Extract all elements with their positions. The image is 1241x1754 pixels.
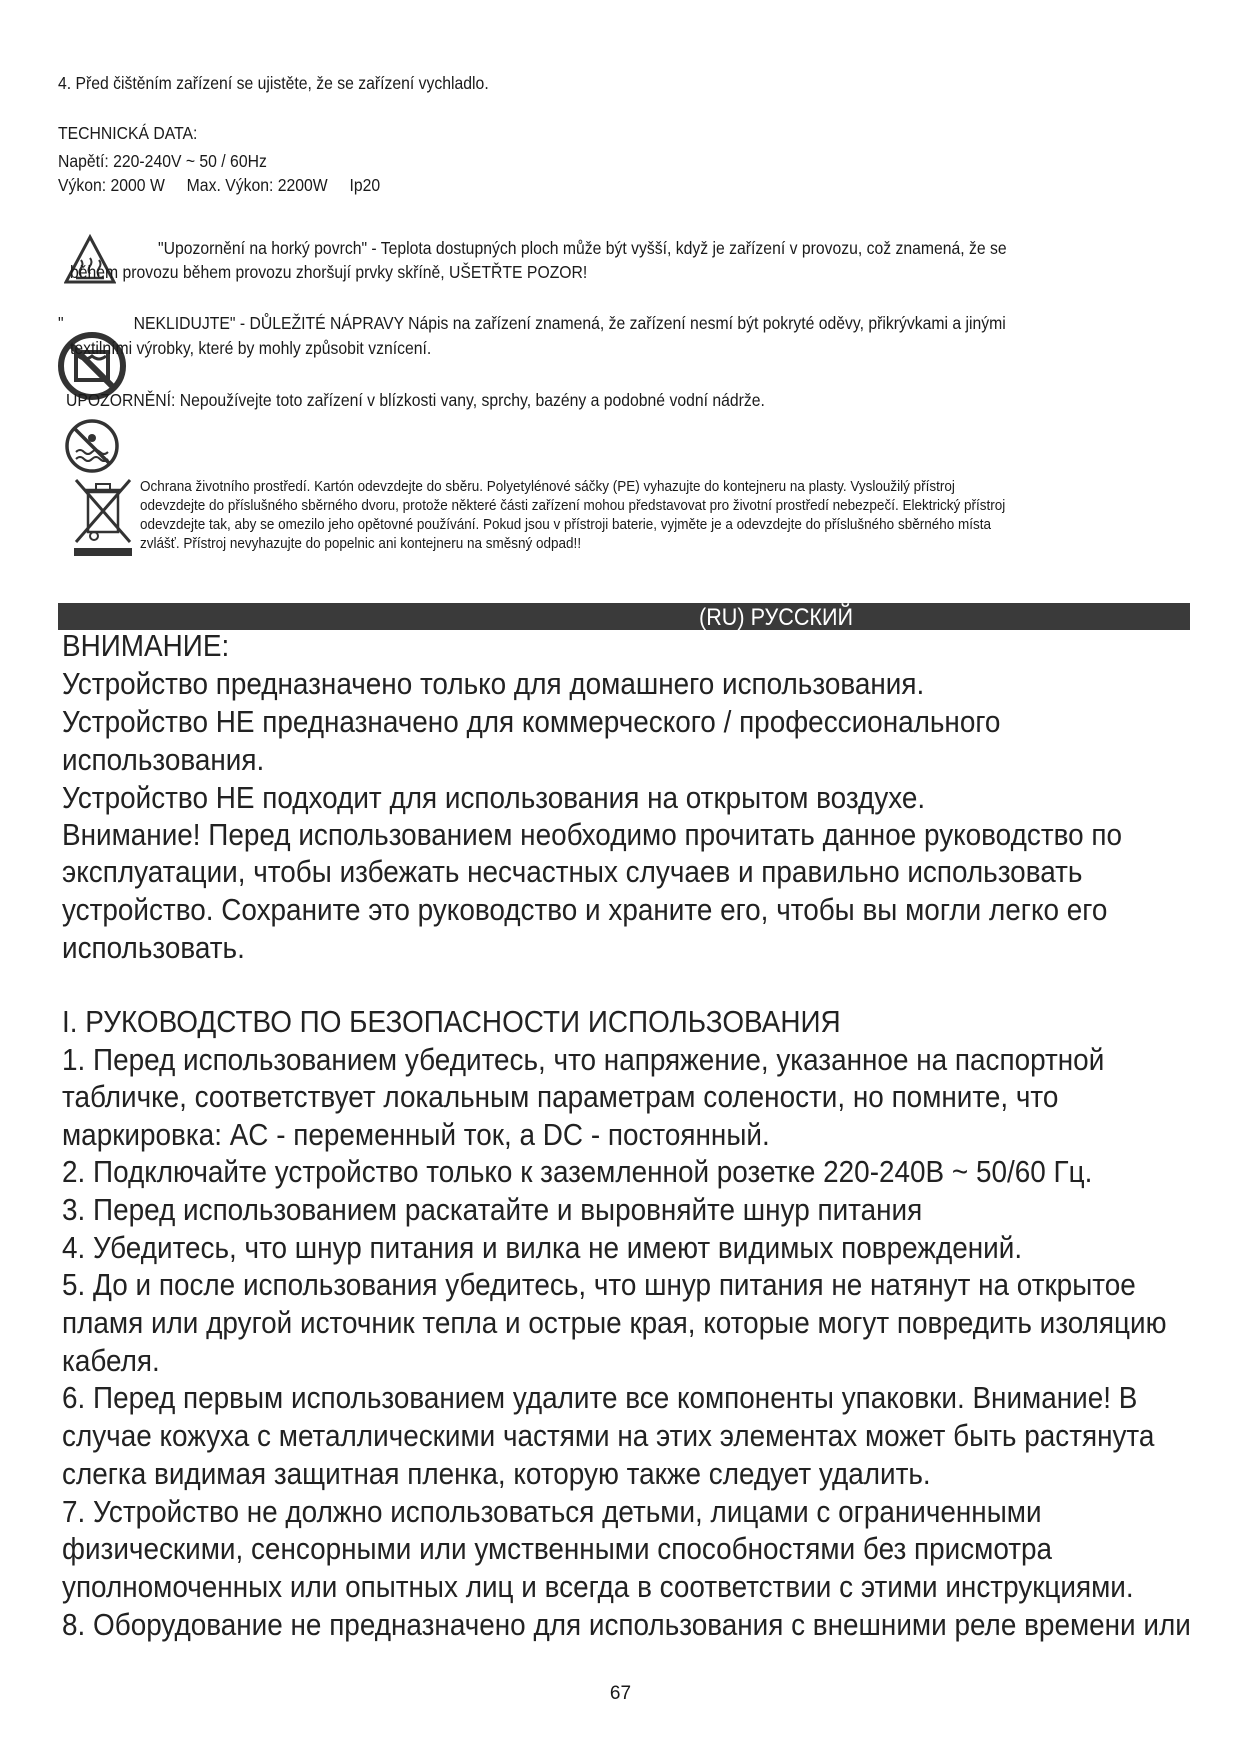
ru-line: 8. Оборудование не предназначено для использования с внешними реле времени или [62, 1607, 1191, 1642]
ru-line: 6. Перед первым использованием удалите все компоненты упаковки. Внимание! В [62, 1380, 1138, 1415]
ru-line: использования. [62, 742, 265, 777]
ru-line: кабеля. [62, 1343, 160, 1378]
ru-line: слегка видимая защитная пленка, которую также следует удалить. [62, 1456, 931, 1491]
tech-data-heading: TECHNICKÁ DATA: [58, 123, 198, 143]
water-warning: UPOZORNĚNÍ: Nepoužívejte toto zařízení v blízkosti vany, sprchy, bazény a podobné vodní nádrže. [66, 390, 765, 410]
no-bath-icon [64, 418, 120, 474]
env-line-1: Ochrana životního prostředí. Kartón odevzdejte do sběru. Polyetylénové sáčky (PE) vyhazujte do kontejneru na plasty. Vysloužilý přístroj [140, 478, 955, 495]
ru-line: 4. Убедитесь, что шнур питания и вилка не имеют видимых повреждений. [62, 1230, 1023, 1265]
weee-bin-icon [72, 476, 134, 558]
ru-line: ВНИМАНИЕ: [62, 628, 230, 663]
tech-power: Výkon: 2000 W Max. Výkon: 2200W Ip20 [58, 175, 381, 195]
ru-line: пламя или другой источник тепла и острые края, которые могут повредить изоляцию [62, 1305, 1167, 1340]
hot-surface-line1: "Upozornění na horký povrch" - Teplota dostupných ploch může být vyšší, když je zařízení v provozu, což znamená, že se [158, 238, 1007, 258]
env-line-2: odevzdejte do příslušného sběrného dvoru, protože některé části zařízení mohou představovat pro životní prostředí nebezpečí. Elektrický přístroj [140, 497, 1006, 514]
hot-surface-line2: během provozu během provozu zhoršují prvky skříně, UŠETŘTE POZOR! [70, 262, 588, 282]
ru-line: маркировка: AC - переменный ток, а DC - постоянный. [62, 1117, 770, 1152]
ru-line: Устройство предназначено только для домашнего использования. [62, 666, 925, 701]
ru-line: эксплуатации, чтобы избежать несчастных случаев и правильно использовать [62, 854, 1083, 889]
env-line-4: zvlášť. Přístroj nevyhazujte do popelnic ani kontejneru na směsný odpad!! [140, 535, 582, 552]
tech-voltage: Napětí: 220-240V ~ 50 / 60Hz [58, 151, 267, 171]
ru-line: 5. До и после использования убедитесь, что шнур питания не натянут на открытое [62, 1267, 1136, 1302]
ru-line: Внимание! Перед использованием необходимо прочитать данное руководство по [62, 817, 1123, 852]
ru-line: 3. Перед использованием раскатайте и выровняйте шнур питания [62, 1192, 923, 1227]
ru-line: Устройство НЕ предназначено для коммерческого / профессионального [62, 704, 1001, 739]
page-number: 67 [609, 1683, 632, 1704]
env-line-3: odevzdejte tak, aby se omezilo jeho opětovné používání. Pokud jsou v přístroji baterie, vyjměte je a odevzdejte do příslušného sběrného místa [140, 516, 992, 533]
cleaning-note: 4. Před čištěním zařízení se ujistěte, že se zařízení vychladlo. [58, 73, 489, 93]
ru-line: устройство. Сохраните это руководство и храните его, чтобы вы могли легко его [62, 892, 1108, 927]
ru-line: 7. Устройство не должно использоваться детьми, лицами с ограниченными [62, 1494, 1042, 1529]
ru-line: физическими, сенсорными или умственными способностями без присмотра [62, 1531, 1053, 1566]
ru-line: 1. Перед использованием убедитесь, что напряжение, указанное на паспортной [62, 1042, 1105, 1077]
ru-line: Устройство НЕ подходит для использования на открытом воздухе. [62, 780, 926, 815]
section-bar-label: (RU) РУССКИЙ [699, 604, 854, 631]
ru-line: табличке, соответствует локальным параметрам солености, но помните, что [62, 1079, 1059, 1114]
do-not-cover-line1: " NEKLIDUJTE" - DŮLEŽITÉ NÁPRAVY Nápis na zařízení znamená, že zařízení nesmí být pokryté oděvy, přikrývkami a jinými [58, 313, 1006, 333]
ru-line: 2. Подключайте устройство только к заземленной розетке 220-240В ~ 50/60 Гц. [62, 1154, 1093, 1189]
ru-line: случае кожуха с металлическими частями на этих элементах может быть растянута [62, 1418, 1155, 1453]
ru-section-heading: I. РУКОВОДСТВО ПО БЕЗОПАСНОСТИ ИСПОЛЬЗОВАНИЯ [62, 1004, 841, 1039]
ru-line: использовать. [62, 930, 245, 965]
do-not-cover-line2: textilními výrobky, které by mohly způsobit vznícení. [70, 338, 432, 358]
section-bar-ru [58, 603, 1190, 630]
ru-line: уполномоченных или опытных лиц и всегда в соответствии с этими инструкциями. [62, 1569, 1134, 1604]
